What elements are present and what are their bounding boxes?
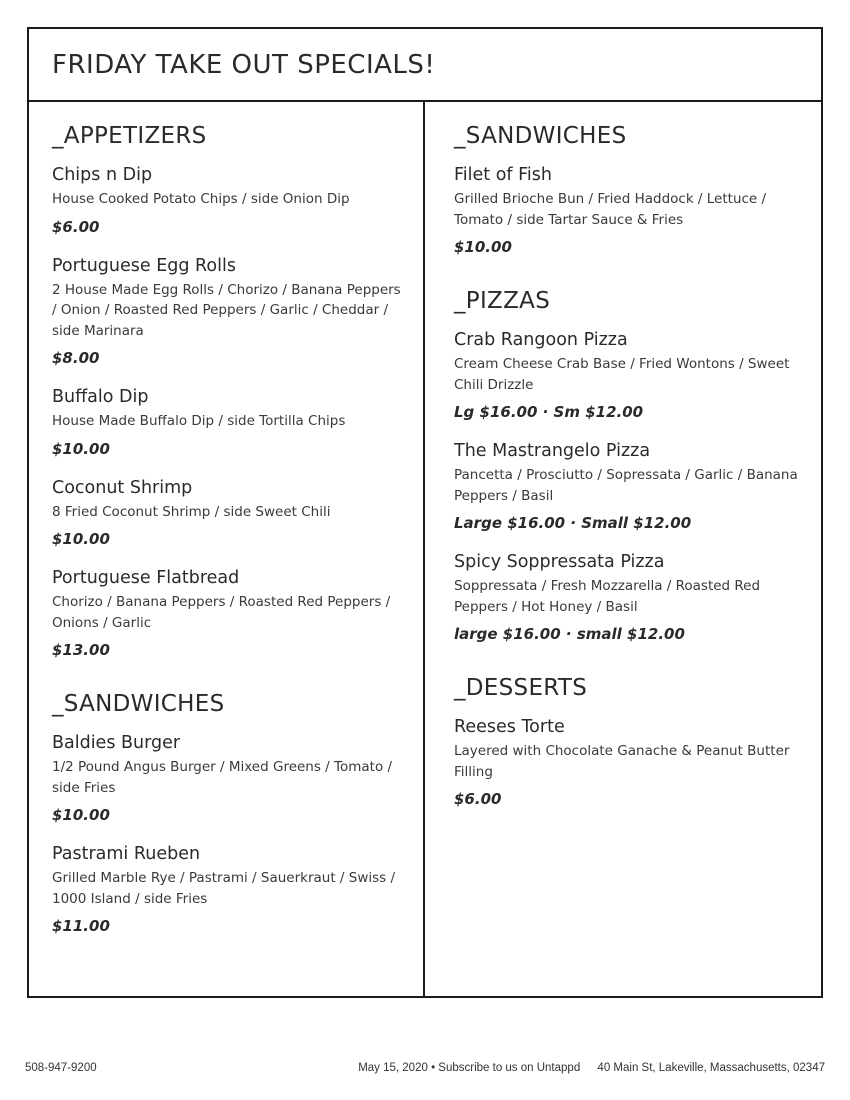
footer-date-line: May 15, 2020 • Subscribe to us on Untappd — [358, 1062, 581, 1074]
menu-item — [454, 551, 801, 644]
item-name: Crab Rangoon Pizza — [454, 330, 628, 350]
item-description: House Made Buffalo Dip / side Tortilla Chips — [52, 413, 346, 429]
menu-item — [52, 567, 403, 660]
menu-item — [454, 440, 801, 533]
menu-item — [52, 843, 403, 936]
menu-item — [454, 164, 801, 257]
item-description: 8 Fried Coconut Shrimp / side Sweet Chili — [52, 503, 331, 520]
item-name: Portuguese Flatbread — [52, 568, 240, 588]
menu-item — [52, 164, 403, 237]
menu-section — [454, 674, 801, 809]
item-description: Grilled Brioche Bun / Fried Haddock / Lettuce / Tomato / side Tartar Sauce & Fries — [454, 191, 767, 228]
footer — [25, 1058, 825, 1078]
menu-item — [52, 477, 403, 550]
item-name: Chips n Dip — [52, 165, 153, 185]
menu-item — [52, 732, 403, 825]
section-title: _DESSERTS — [454, 675, 588, 701]
item-description: House Cooked Potato Chips / side Onion Dip — [52, 191, 350, 207]
item-name: Spicy Soppressata Pizza — [454, 552, 665, 572]
menu-card — [27, 27, 823, 998]
item-name: Baldies Burger — [52, 733, 181, 753]
footer-right — [358, 1062, 825, 1074]
footer-address: 40 Main St, Lakeville, Massachusetts, 02347 — [597, 1062, 825, 1074]
item-price: $10.00 — [52, 530, 110, 548]
section-title: _PIZZAS — [454, 288, 551, 314]
item-name: Coconut Shrimp — [52, 477, 193, 498]
section-title: _APPETIZERS — [52, 123, 207, 149]
item-name: Pastrami Rueben — [52, 844, 201, 864]
menu-section — [454, 122, 801, 257]
menu-item — [454, 329, 801, 422]
item-name: Portuguese Egg Rolls — [52, 255, 236, 276]
item-price: $13.00 — [52, 641, 110, 659]
item-description: Soppressata / Fresh Mozzarella / Roasted Red Peppers / Hot Honey / Basil — [454, 578, 761, 615]
item-description: Layered with Chocolate Ganache & Peanut Butter Filling — [454, 743, 790, 780]
item-description: 1/2 Pound Angus Burger / Mixed Greens / Tomato / side Fries — [52, 759, 393, 796]
menu-section — [52, 122, 403, 660]
item-price: Lg $16.00 · Sm $12.00 — [454, 403, 644, 421]
item-description: Pancetta / Prosciutto / Sopressata / Garlic / Banana Peppers / Basil — [454, 467, 798, 504]
footer-phone[interactable]: 508-947-9200 — [25, 1062, 97, 1074]
menu-item — [52, 255, 403, 369]
item-description: 2 House Made Egg Rolls / Chorizo / Banana Peppers / Onion / Roasted Red Peppers / Garlic / Cheddar / side Marinara — [52, 281, 401, 339]
menu-columns — [29, 102, 821, 996]
item-price: $11.00 — [52, 917, 110, 935]
item-price: $10.00 — [52, 806, 110, 824]
item-name: Buffalo Dip — [52, 387, 149, 407]
item-name: Reeses Torte — [454, 717, 565, 737]
item-name: The Mastrangelo Pizza — [454, 441, 651, 461]
left-column — [29, 102, 425, 996]
item-name: Filet of Fish — [454, 165, 553, 185]
item-description: Chorizo / Banana Peppers / Roasted Red Peppers / Onions / Garlic — [52, 594, 391, 631]
item-price: Large $16.00 · Small $12.00 — [454, 514, 692, 532]
item-price: $8.00 — [52, 349, 100, 367]
item-description: Cream Cheese Crab Base / Fried Wontons / Sweet Chili Drizzle — [454, 356, 790, 393]
item-price: large $16.00 · small $12.00 — [454, 625, 685, 643]
page-title: FRIDAY TAKE OUT SPECIALS! — [52, 49, 436, 80]
menu-header — [29, 29, 821, 102]
menu-section — [454, 287, 801, 644]
item-price: $10.00 — [52, 439, 110, 458]
item-description: Grilled Marble Rye / Pastrami / Sauerkraut / Swiss / 1000 Island / side Fries — [52, 870, 396, 907]
menu-section — [52, 690, 403, 936]
item-price: $6.00 — [454, 790, 502, 808]
section-title: _SANDWICHES — [52, 691, 225, 717]
menu-item — [52, 386, 403, 459]
right-column — [425, 102, 821, 996]
section-title: _SANDWICHES — [454, 123, 627, 149]
menu-item — [454, 716, 801, 809]
item-price: $6.00 — [52, 217, 100, 236]
item-price: $10.00 — [454, 238, 512, 256]
